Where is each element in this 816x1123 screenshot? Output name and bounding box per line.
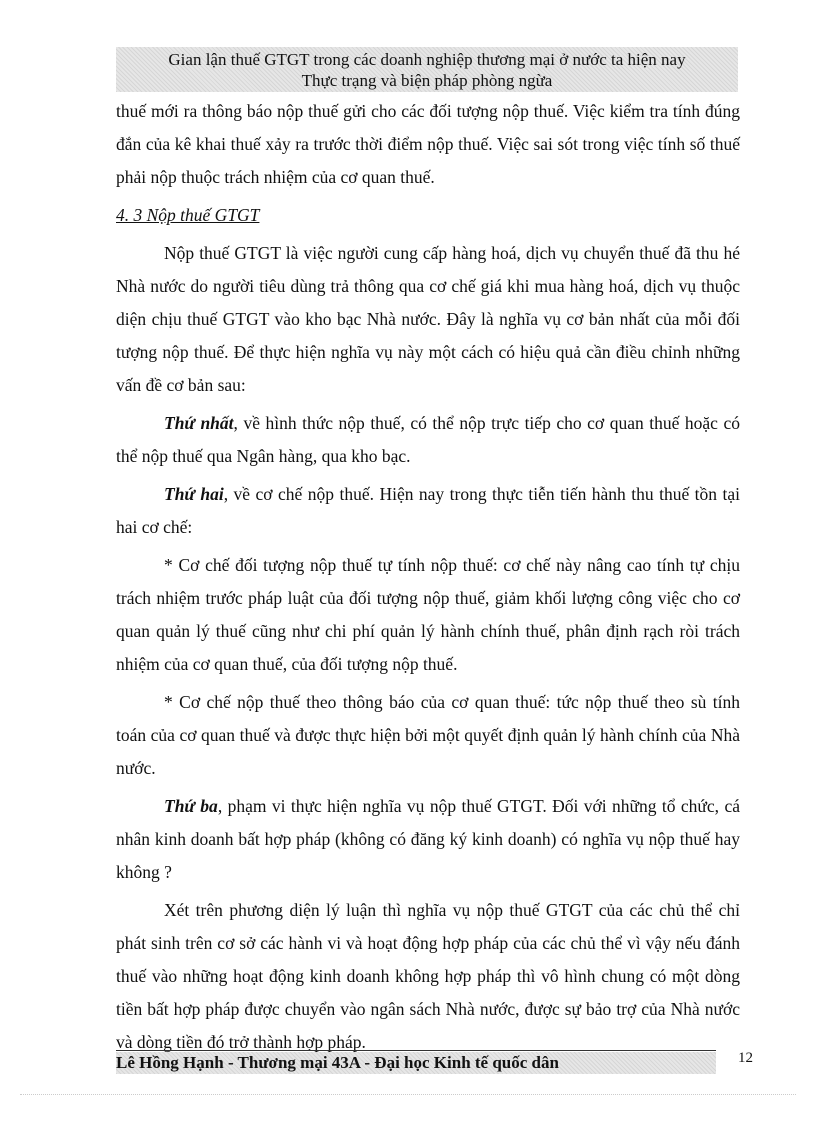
document-body [116,95,740,1059]
section-heading [116,199,740,232]
page-number: 12 [738,1050,753,1066]
paragraph-second-point [116,478,740,544]
section-heading-text: 4. 3 Nộp thuế GTGT [116,205,260,225]
header-title-line1: Gian lận thuế GTGT trong các doanh nghiệp thương mại ở nước ta hiện nay [168,50,686,69]
paragraph-third-point [116,790,740,889]
paragraph-mechanism-self: * Cơ chế đối tượng nộp thuế tự tính nộp thuế: cơ chế này nâng cao tính tự chịu trách nhiệm trước pháp luật của đối tượng nộp thuế, giảm khối lượng công việc cho cơ quan quản lý thuế cũng như chi phí quản lý hành chính thuế, phân định rạch ròi trách nhiệm của cơ quan thuế, của đối tượng nộp thuế. [116,555,740,674]
paragraph-mechanism-notice: * Cơ chế nộp thuế theo thông báo của cơ quan thuế: tức nộp thuế theo sù tính toán của cơ quan thuế và được thực hiện bởi một quyết định quản lý hành chính của Nhà nước. [116,692,740,778]
paragraph-continued: thuế mới ra thông báo nộp thuế gửi cho các đối tượng nộp thuế. Việc kiểm tra tính đúng đắn của kê khai thuế xảy ra trước thời điểm nộp thuế. Việc sai sót trong việc tính số thuế phải nộp thuộc trách nhiệm của cơ quan thuế. [116,101,740,187]
running-header [116,47,738,92]
footer-rule [116,1050,716,1051]
footer-author: Lê Hồng Hạnh - Thương mại 43A - Đại học Kinh tế quốc dân [116,1052,716,1074]
paragraph-theory: Xét trên phương diện lý luận thì nghĩa vụ nộp thuế GTGT của các chủ thể chỉ phát sinh trên cơ sở các hành vi và hoạt động hợp pháp của các chủ thể vì vậy nếu đánh thuế vào những hoạt động kinh doanh không hợp pháp thì vô hình chung có một dòng tiền bất hợp pháp được chuyển vào ngân sách Nhà nước, được sự bảo trợ của Nhà nước và dòng tiền đó trở thành hợp pháp. [116,900,740,1052]
paragraph-first-point [116,407,740,473]
header-title-line2: Thực trạng và biện pháp phòng ngừa [301,71,553,90]
text-first: , về hình thức nộp thuế, có thể nộp trực tiếp cho cơ quan thuế hoặc có thể nộp thuế qua Ngân hàng, qua kho bạc. [116,413,741,466]
lead-third: Thứ ba [164,796,218,816]
text-second: , về cơ chế nộp thuế. Hiện nay trong thực tiễn tiến hành thu thuế tồn tại hai cơ chế: [116,484,740,537]
lead-second: Thứ hai [164,484,224,504]
lead-first: Thứ nhất [164,413,234,433]
paragraph-intro: Nộp thuế GTGT là việc người cung cấp hàng hoá, dịch vụ chuyển thuế đã thu hé Nhà nước do người tiêu dùng trả thông qua cơ chế giá khi mua hàng hoá, dịch vụ thuộc diện chịu thuế GTGT vào kho bạc Nhà nước. Đây là nghĩa vụ cơ bản nhất của mỗi đối tượng nộp thuế. Để thực hiện nghĩa vụ này một cách có hiệu quả cần điều chỉnh những vấn đề cơ bản sau: [116,243,740,395]
text-third: , phạm vi thực hiện nghĩa vụ nộp thuế GTGT. Đối với những tổ chức, cá nhân kinh doanh bất hợp pháp (không có đăng ký kinh doanh) có nghĩa vụ nộp thuế hay không ? [116,796,740,882]
page-edge-divider [20,1094,796,1095]
